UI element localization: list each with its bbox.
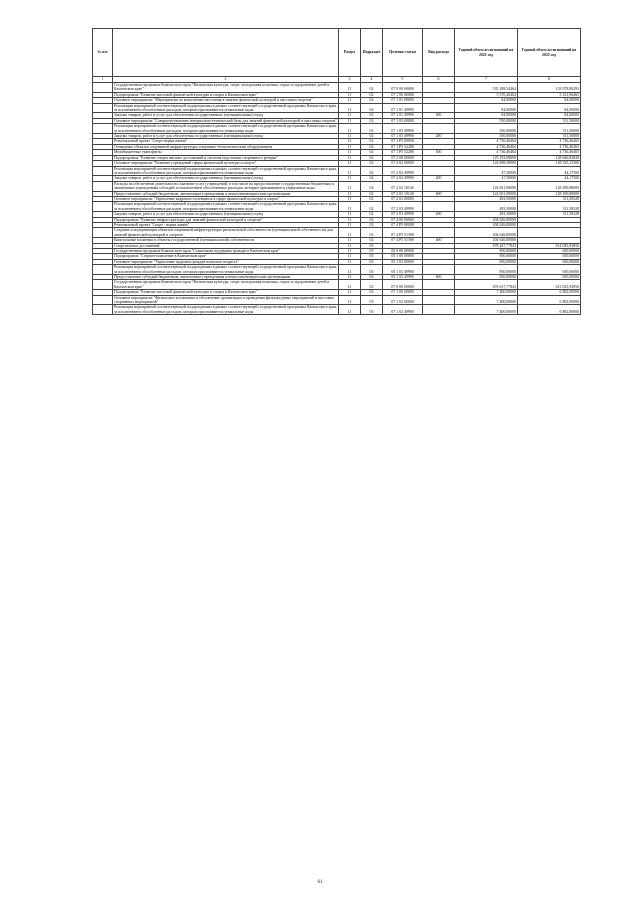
table-cell: 07 1 02 49990	[383, 305, 423, 315]
table-cell: 11	[339, 103, 361, 113]
table-cell: 07 1 P5 52280	[383, 144, 423, 149]
table-cell: 5 370,46464	[455, 92, 518, 97]
table-cell: Реализация мероприятий соответствующей подпрограммы в рамках соответствующей государственной программы Камчатского края, за исключением обособленных расходов, которым присваиваются уникальные коды	[114, 265, 337, 274]
table-cell: Капитальные вложения в объекты государственной (муниципальной) собственности	[113, 238, 339, 243]
table-cell: 02	[361, 238, 383, 243]
table-cell: 11	[339, 238, 361, 243]
table-cell: 4 736,46464	[455, 144, 518, 149]
table-cell	[93, 202, 113, 212]
table-cell: 11	[339, 305, 361, 315]
table-cell: 03	[361, 254, 383, 259]
table-cell: 6 882,00000	[518, 290, 581, 295]
table-cell: Основное мероприятие "Мероприятия по вовлечению населения в занятия физической культурой и массовым спортом"	[113, 98, 339, 103]
table-cell: 05 0 00 00000	[383, 249, 423, 254]
table-cell: Закупка товаров, работ и услуг для обеспечения государственных (муниципальных) нужд	[113, 176, 339, 181]
table-cell	[93, 295, 113, 305]
table-cell: Оснащение объектов спортивной инфраструктуры спортивно-технологическим оборудованием	[113, 144, 339, 149]
table-cell: Реализация мероприятий соответствующей подпрограммы в рамках соответствующей государственной программы Камчатского края, за исключением обособленных расходов, которым присваиваются уникальные коды	[114, 166, 337, 175]
table-cell: Подпрограмма "Развитие массовой физической культуры и спорта в Камчатском крае"	[113, 290, 339, 295]
column-number: 4	[361, 77, 383, 83]
table-cell: 200	[423, 134, 455, 139]
table-row	[93, 181, 581, 191]
table-cell: Подпрограмма "Развитие массовой физической культуры и спорта в Камчатском крае"	[113, 92, 339, 97]
table-cell	[93, 103, 113, 113]
column-number: 6	[423, 77, 455, 83]
table-cell: 05 1 03 49990	[383, 275, 423, 280]
table-cell: 493,50000	[455, 196, 518, 201]
table-row	[93, 228, 581, 238]
table-cell: Подпрограмма "Развитие спорта высших достижений и системы подготовки спортивного резерва"	[113, 155, 339, 160]
table-body	[93, 83, 581, 315]
table-cell: 11	[339, 98, 361, 103]
table-cell: 311,58328	[518, 212, 581, 217]
header-cell: Раздел	[339, 29, 361, 77]
table-cell: 03	[361, 259, 383, 264]
header-cell: Подраздел	[361, 29, 383, 77]
table-cell	[93, 280, 113, 290]
table-cell: 650,00000	[518, 259, 581, 264]
table-cell: 614 045,93856	[518, 243, 581, 248]
table-cell	[423, 228, 455, 238]
table-cell: 02	[361, 144, 383, 149]
table-cell: 11	[339, 161, 361, 166]
table-cell: 07 2 02 10140	[383, 191, 423, 196]
table-cell: 11	[339, 254, 361, 259]
table-cell: 07 4 P5 51390	[383, 238, 423, 243]
table-cell: 600	[423, 191, 455, 196]
table-cell: 128 290,88000	[518, 181, 581, 191]
table-cell	[423, 83, 455, 93]
table-cell: 11	[339, 191, 361, 196]
table-cell: 650,00000	[518, 254, 581, 259]
column-number: 3	[339, 77, 361, 83]
table-cell: 07 2 00 00000	[383, 155, 423, 160]
table-cell: 650,00000	[518, 265, 581, 275]
table-cell: 05 1 03 49990	[383, 265, 423, 275]
table-cell: 850,00000	[455, 259, 518, 264]
table-cell	[518, 228, 581, 238]
table-cell: 4 736,46465	[518, 150, 581, 155]
table-cell: 4 736,46465	[518, 144, 581, 149]
column-number: 2	[113, 77, 339, 83]
table-cell: 11	[339, 92, 361, 97]
table-cell: 47,50000	[455, 176, 518, 181]
table-cell	[93, 228, 113, 238]
table-cell: 02	[361, 139, 383, 144]
table-cell: 02	[361, 155, 383, 160]
table-cell: 47,50000	[455, 166, 518, 176]
table-cell: 124 698,58000	[455, 161, 518, 166]
table-cell: 850,00000	[455, 249, 518, 254]
table-cell: 124 651,08000	[455, 191, 518, 196]
table-cell: 650,00000	[518, 275, 581, 280]
table-cell: Межбюджетные трансферты	[113, 150, 339, 155]
table-cell: Государственная программа Камчатского края "Социальная поддержка граждан в Камчатском крае"	[113, 249, 339, 254]
table-cell: 07 1 01 49990	[383, 103, 423, 113]
table-cell: 4 736,46464	[455, 150, 518, 155]
table-cell: Спорт высших достижений	[113, 243, 339, 248]
table-cell: Основное мероприятие "Укрепление здоровья граждан пожилого возраста"	[113, 259, 339, 264]
table-cell: 124 651,08000	[455, 181, 518, 191]
table-cell: Подпрограмма "Развитие инфраструктуры для занятий физической культурой и спортом"	[113, 217, 339, 222]
table-cell: 02	[361, 134, 383, 139]
table-cell: Реализация мероприятий соответствующей подпрограммы в рамках соответствующей государственной программы Камчатского края, за исключением обособленных расходов, которым присваиваются уникальные коды	[114, 305, 337, 314]
table-cell: 07 1 00 00000	[383, 92, 423, 97]
table-cell: 335 188,54464	[455, 83, 518, 93]
table-cell: 07 1 01 49990	[383, 113, 423, 118]
table-cell: Реализация мероприятий соответствующей подпрограммы в рамках соответствующей государственной программы Камчатского края, за исключением обособленных расходов, которым присваиваются уникальные коды	[114, 202, 337, 211]
table-cell: 311,58328	[518, 202, 581, 212]
table-cell: 133 978,80293	[518, 83, 581, 93]
table-cell	[423, 181, 455, 191]
table-cell: 11	[339, 150, 361, 155]
table-cell: 11	[339, 181, 361, 191]
table-cell: 07 0 00 00000	[383, 83, 423, 93]
table-row	[93, 124, 581, 134]
table-cell	[423, 265, 455, 275]
table-row	[93, 305, 581, 315]
table-cell: 03	[361, 243, 383, 248]
header-cell: Годовой объем ассигнований на 2021 год	[455, 29, 518, 77]
table-cell: 02	[361, 98, 383, 103]
table-cell: 84,00000	[518, 103, 581, 113]
table-cell	[423, 280, 455, 290]
header-cell	[113, 29, 339, 77]
table-cell: 11	[339, 202, 361, 212]
table-cell	[93, 83, 113, 93]
table-cell: 11	[339, 139, 361, 144]
table-cell	[93, 265, 113, 275]
table-cell	[423, 305, 455, 315]
table-cell: Расходы на обеспечение деятельности (оказание услуг) учреждений, в том числе на предоставление государственным бюджетным и автономным учреждениям субсидий за исключением обособленных расходов, которым присваиваются уникальные коды	[113, 181, 339, 191]
table-cell: 44,17500	[518, 166, 581, 176]
table-cell: 11	[339, 113, 361, 118]
table-cell: 02	[361, 228, 383, 238]
table-cell: 550,00000	[455, 118, 518, 123]
table-cell: Региональный проект "Спорт-норма жизни"	[113, 139, 339, 144]
table-cell: 07 2 03 49990	[383, 202, 423, 212]
table-cell: 11	[339, 222, 361, 227]
table-cell: 11	[339, 275, 361, 280]
column-number: 8	[518, 77, 581, 83]
budget-table	[92, 28, 581, 315]
table-row	[93, 202, 581, 212]
table-cell: 128 646,83828	[518, 155, 581, 160]
table-cell: Закупка товаров, работ и услуг для обеспечения государственных (муниципальных) нужд	[113, 113, 339, 118]
table-cell: Предоставление субсидий бюджетным, автономным учреждениям и иным некоммерческим организациям	[113, 275, 339, 280]
column-number: 7	[455, 77, 518, 83]
table-cell: 7 400,00000	[455, 295, 518, 305]
table-row	[93, 295, 581, 305]
table-cell: 07 1 02 00000	[383, 295, 423, 305]
table-cell: 11	[339, 134, 361, 139]
table-cell: 07 4 P5 00000	[383, 222, 423, 227]
table-cell: 204 626,00000	[455, 228, 518, 238]
table-cell: 02	[361, 217, 383, 222]
table-cell: 03	[361, 249, 383, 254]
table-cell: 05 1 03 00000	[383, 259, 423, 264]
table-cell: 84,00000	[455, 103, 518, 113]
table-cell: Основное мероприятие "Совершенствование материально-технической базы для занятий физической культурой и массовым спортом"	[114, 118, 337, 123]
table-cell: 84,00000	[518, 113, 581, 118]
table-cell: 550,00000	[455, 124, 518, 134]
table-cell: Закупка товаров, работ и услуг для обеспечения государственных (муниципальных) нужд	[113, 212, 339, 217]
table-cell: 11	[339, 196, 361, 201]
table-cell: Государственная программа Камчатского края "Физическая культура, спорт, молодежная политика, отдых и оздоровление детей в Камчатском крае"	[113, 280, 339, 290]
table-cell: 07 2 02 49990	[383, 166, 423, 176]
table-cell: 128 290,88000	[518, 191, 581, 196]
table-row	[93, 166, 581, 176]
table-cell: 125 192,09000	[455, 155, 518, 160]
table-cell: 850,00000	[455, 275, 518, 280]
table-cell: 511,50000	[518, 124, 581, 134]
table-cell	[93, 166, 113, 176]
table-cell: 204 626,00000	[455, 222, 518, 227]
table-row	[93, 118, 581, 123]
column-number: 1	[93, 77, 113, 83]
table-cell: 11	[339, 124, 361, 134]
table-cell: 07 1 03 49990	[383, 124, 423, 134]
table-cell: 11	[339, 259, 361, 264]
table-cell: 678 447,77843	[455, 243, 518, 248]
table-cell: Основное мероприятие "Развитие учреждений сферы физической культуры и спорта"	[113, 161, 339, 166]
table-cell: 200	[423, 176, 455, 181]
table-cell: Реализация мероприятий соответствующей подпрограммы в рамках соответствующей государственной программы Камчатского края, за исключением обособленных расходов, которым присваиваются уникальные коды	[114, 124, 337, 133]
table-cell: 11	[339, 280, 361, 290]
table-cell: 03	[361, 275, 383, 280]
table-cell: 11	[339, 212, 361, 217]
table-cell: 11	[339, 155, 361, 160]
table-cell: 400	[423, 238, 455, 243]
table-cell: 07 1 01 00000	[383, 98, 423, 103]
table-cell	[93, 181, 113, 191]
budget-table-sheet	[92, 28, 580, 315]
table-cell: 11	[339, 83, 361, 93]
table-cell: 204 626,00000	[455, 238, 518, 243]
table-cell: 11	[339, 166, 361, 176]
table-cell: 02	[361, 113, 383, 118]
table-cell: 02	[361, 83, 383, 93]
table-cell: 07 2 03 49990	[383, 212, 423, 217]
table-cell: 07 4 00 00000	[383, 217, 423, 222]
table-row	[93, 265, 581, 275]
table-cell: 11	[339, 176, 361, 181]
table-cell: 02	[361, 202, 383, 212]
table-cell: 11	[339, 243, 361, 248]
table-cell: 4 736,46464	[455, 139, 518, 144]
table-cell	[423, 103, 455, 113]
table-cell: Основное мероприятие "Укрепление кадрового потенциала в сфере физической культуры и спорта"	[113, 196, 339, 201]
page-number: 61	[317, 880, 323, 885]
header-cell: № п/п	[93, 29, 113, 77]
table-cell: Предоставление субсидий бюджетным, автономным учреждениям и иным некоммерческим организациям	[113, 191, 339, 196]
table-cell: 02	[361, 166, 383, 176]
table-cell: 850,00000	[455, 254, 518, 259]
table-cell: 613 025,93856	[518, 280, 581, 290]
table-cell: 6 882,00000	[518, 295, 581, 305]
table-cell: 493,50000	[455, 212, 518, 217]
table-cell: 44,17500	[518, 176, 581, 181]
table-cell: Региональный проект "Спорт - норма жизни"	[113, 222, 339, 227]
table-cell: 07 2 03 00000	[383, 196, 423, 201]
column-number: 5	[383, 77, 423, 83]
table-cell: 204 626,00000	[455, 217, 518, 222]
header-cell: Целевая статья	[383, 29, 423, 77]
table-cell: 84,00000	[455, 98, 518, 103]
table-cell: 11	[339, 295, 361, 305]
table-cell: 02	[361, 181, 383, 191]
table-cell: 11	[339, 228, 361, 238]
table-cell: 03	[361, 265, 383, 275]
table-cell: 511,50000	[518, 118, 581, 123]
table-cell: 07 1 00 00000	[383, 290, 423, 295]
table-cell: 02	[361, 212, 383, 217]
table-cell: Создание и модернизация объектов спортивной инфраструктуры региональной собственности (муниципальной собственности) для занятий физической культурой и спортом	[113, 228, 339, 238]
table-cell: 676 617,77843	[455, 280, 518, 290]
table-row	[93, 280, 581, 290]
table-cell: 07 2 02 00000	[383, 161, 423, 166]
table-row	[93, 103, 581, 113]
table-cell: 07 2 02 49990	[383, 176, 423, 181]
table-cell: 03	[361, 305, 383, 315]
table-cell: 02	[361, 92, 383, 97]
table-cell: 02	[361, 176, 383, 181]
table-cell: 07 0 00 00000	[383, 280, 423, 290]
table-cell: 311,58328	[518, 196, 581, 201]
table-cell: 128 335,25500	[518, 161, 581, 166]
table-cell: 05 1 00 00000	[383, 254, 423, 259]
table-cell: 850,00000	[455, 265, 518, 275]
table-cell	[93, 305, 113, 315]
table-cell: Основное мероприятие "Физическое воспитание и обеспечение организации и проведения физкультурных мероприятий и массовых спортивных мероприятий"	[113, 295, 339, 305]
table-cell: 493,50000	[455, 202, 518, 212]
table-cell: 02	[361, 196, 383, 201]
table-cell	[423, 202, 455, 212]
table-cell: 200	[423, 212, 455, 217]
table-cell: 02	[361, 150, 383, 155]
table-cell: 11	[339, 249, 361, 254]
table-cell: 02	[361, 191, 383, 196]
table-cell: 5 331,96465	[518, 92, 581, 97]
table-cell: 84,00000	[455, 113, 518, 118]
header-row	[93, 29, 581, 77]
table-cell: 02	[361, 222, 383, 227]
table-cell: 650,00000	[518, 249, 581, 254]
table-cell: 03	[361, 290, 383, 295]
table-cell: 84,00000	[518, 98, 581, 103]
table-cell: 07 1 P5 00000	[383, 139, 423, 144]
table-cell: 11	[339, 217, 361, 222]
table-cell: 511,50000	[518, 134, 581, 139]
table-cell: 7 400,00000	[455, 305, 518, 315]
table-cell: 4 736,46465	[518, 139, 581, 144]
table-cell: 600	[423, 275, 455, 280]
header-cell: Вид расхода	[423, 29, 455, 77]
table-cell: 500	[423, 150, 455, 155]
table-cell: Реализация мероприятий соответствующей подпрограммы в рамках соответствующей государственной программы Камчатского края, за исключением обособленных расходов, которым присваиваются уникальные коды	[114, 103, 337, 113]
table-cell: 7 400,00000	[455, 290, 518, 295]
table-cell: 11	[339, 118, 361, 123]
table-cell: Подпрограмма "Старшее поколение в Камчатском крае"	[113, 254, 339, 259]
table-cell	[423, 166, 455, 176]
table-cell: 02	[361, 118, 383, 123]
table-cell	[423, 124, 455, 134]
table-row	[93, 83, 581, 93]
table-cell: 02	[361, 124, 383, 134]
table-cell: 02	[361, 161, 383, 166]
table-cell: 07 2 02 10140	[383, 181, 423, 191]
table-cell: 03	[361, 280, 383, 290]
table-cell: 11	[339, 144, 361, 149]
table-cell: 07 1 03 00000	[383, 118, 423, 123]
table-cell: 11	[339, 265, 361, 275]
table-cell	[423, 295, 455, 305]
table-cell: 02	[361, 103, 383, 113]
table-cell: Закупка товаров, работ и услуг для обеспечения государственных (муниципальных) нужд	[113, 134, 339, 139]
table-cell: 03	[361, 295, 383, 305]
table-cell: 07 4 P5 51390	[383, 228, 423, 238]
table-cell: 550,00000	[455, 134, 518, 139]
header-cell: Годовой объем ассигнований на 2022 год	[518, 29, 581, 77]
table-cell: 07 1 03 49990	[383, 134, 423, 139]
table-cell: 6 882,00000	[518, 305, 581, 315]
table-cell	[93, 124, 113, 134]
table-cell: 11	[339, 290, 361, 295]
table-cell: Государственная программа Камчатского края "Физическая культура, спорт, молодежная политика, отдых и оздоровление детей в Камчатском крае"	[113, 83, 339, 93]
table-cell: 07 1 P5 52280	[383, 150, 423, 155]
table-cell: 200	[423, 113, 455, 118]
